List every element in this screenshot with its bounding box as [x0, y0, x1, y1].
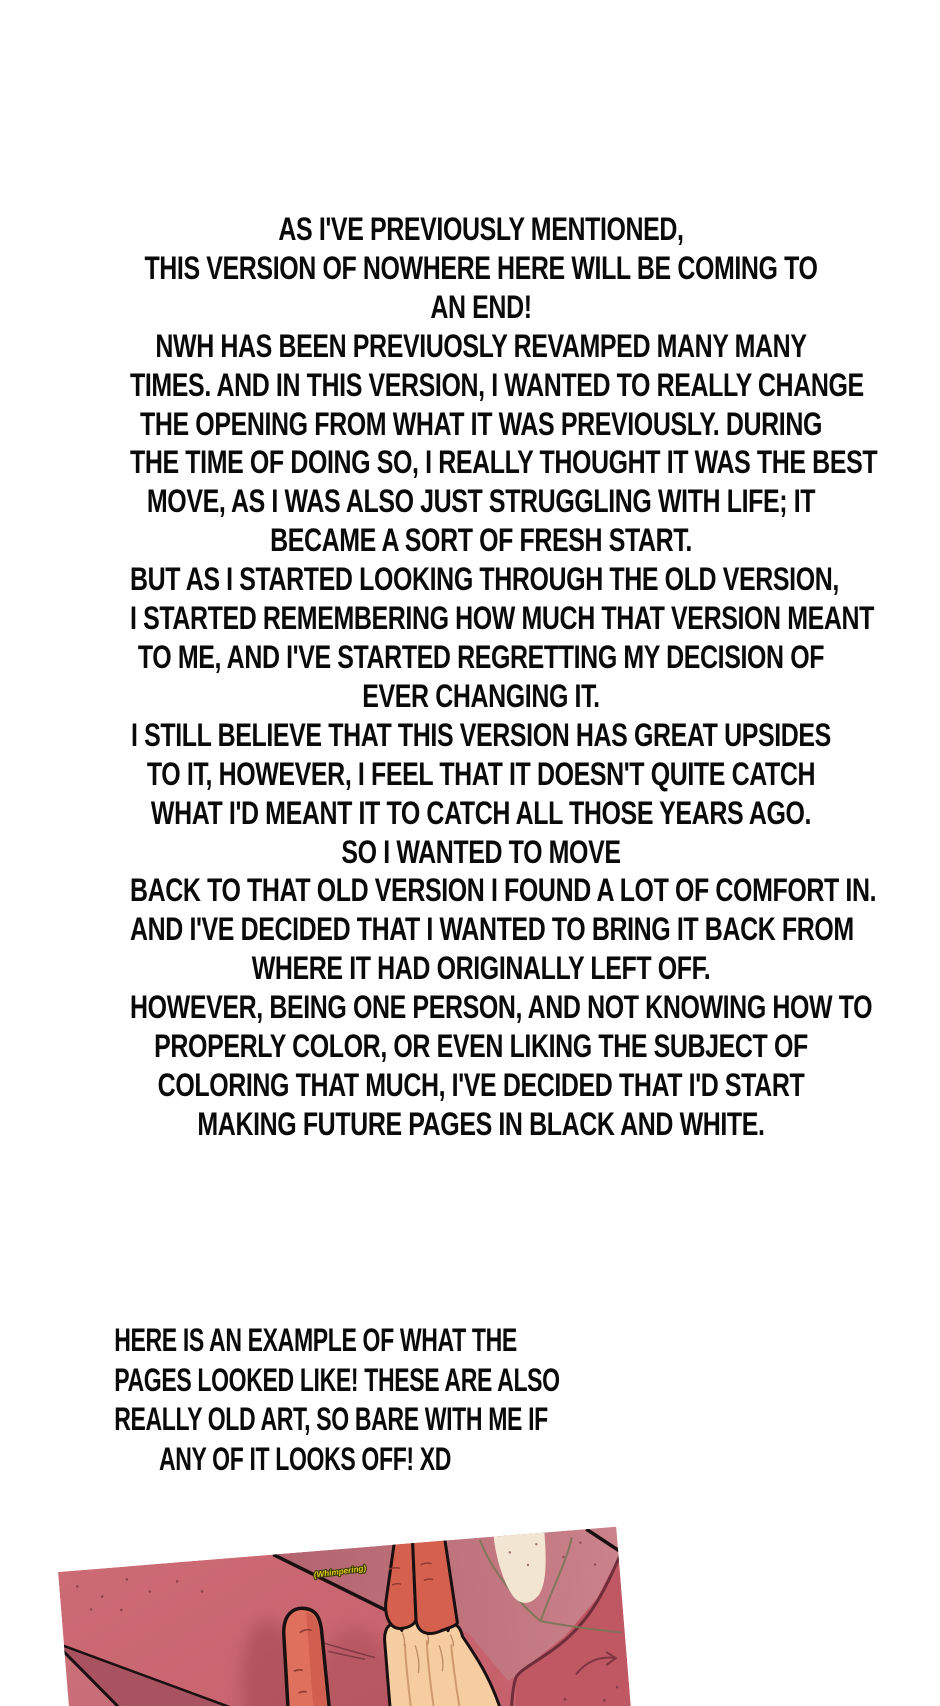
author-note-primary [31, 210, 931, 1144]
note-line: HERE IS AN EXAMPLE OF WHAT THE [114, 1322, 517, 1358]
note-line: BECAME A SORT OF FRESH START. [270, 522, 692, 559]
note-line: NWH HAS BEEN PREVIUOSLY REVAMPED MANY MANY [155, 327, 807, 364]
author-note-secondary [40, 1321, 570, 1479]
note-line: BACK TO THAT OLD VERSION I FOUND A LOT OF COMFORT IN. [130, 872, 877, 909]
note-line: HOWEVER, BEING ONE PERSON, AND NOT KNOWING HOW TO [130, 989, 873, 1026]
note-line: AN END! [430, 288, 532, 325]
note-line: TIMES. AND IN THIS VERSION, I WANTED TO REALLY CHANGE [130, 366, 864, 403]
note-line: BUT AS I STARTED LOOKING THROUGH THE OLD VERSION, [130, 561, 839, 598]
note-line: TO IT, HOWEVER, I FEEL THAT IT DOESN'T QUITE CATCH [146, 755, 816, 792]
note-line: PAGES LOOKED LIKE! THESE ARE ALSO [114, 1361, 560, 1398]
note-line: SO I WANTED TO MOVE [341, 833, 621, 870]
note-line: COLORING THAT MUCH, I'VE DECIDED THAT I'D START [157, 1066, 805, 1103]
note-line: ANY OF IT LOOKS OFF! XD [158, 1440, 452, 1477]
note-line: THE TIME OF DOING SO, I REALLY THOUGHT IT WAS THE BEST [130, 444, 878, 481]
comic-panel-art [58, 1527, 636, 1706]
note-line: THIS VERSION OF NOWHERE HERE WILL BE COMING TO [144, 249, 818, 286]
note-line: EVER CHANGING IT. [362, 677, 600, 714]
note-line: WHERE IT HAD ORIGINALLY LEFT OFF. [251, 950, 711, 987]
note-line: WHAT I'D MEANT IT TO CATCH ALL THOSE YEARS AGO. [150, 794, 812, 831]
whimpering-sfx: (Whimpering) [313, 1563, 367, 1580]
panel-background [58, 1527, 636, 1706]
note-line: MAKING FUTURE PAGES IN BLACK AND WHITE. [197, 1105, 765, 1142]
comic-panel [58, 1527, 636, 1706]
note-line: AND I'VE DECIDED THAT I WANTED TO BRING IT BACK FROM [130, 911, 854, 948]
note-line: I STARTED REMEMBERING HOW MUCH THAT VERSION MEANT [130, 600, 874, 637]
finger-tops [380, 1536, 458, 1637]
note-line: AS I'VE PREVIOUSLY MENTIONED, [278, 211, 684, 247]
note-line: PROPERLY COLOR, OR EVEN LIKING THE SUBJECT OF [154, 1028, 808, 1065]
note-line: THE OPENING FROM WHAT IT WAS PREVIOUSLY. DURING [140, 405, 822, 442]
note-line: TO ME, AND I'VE STARTED REGRETTING MY DECISION OF [137, 638, 825, 675]
note-line: MOVE, AS I WAS ALSO JUST STRUGGLING WITH LIFE; IT [146, 483, 816, 520]
note-line: I STILL BELIEVE THAT THIS VERSION HAS GREAT UPSIDES [131, 716, 831, 753]
note-line: REALLY OLD ART, SO BARE WITH ME IF [114, 1401, 548, 1438]
